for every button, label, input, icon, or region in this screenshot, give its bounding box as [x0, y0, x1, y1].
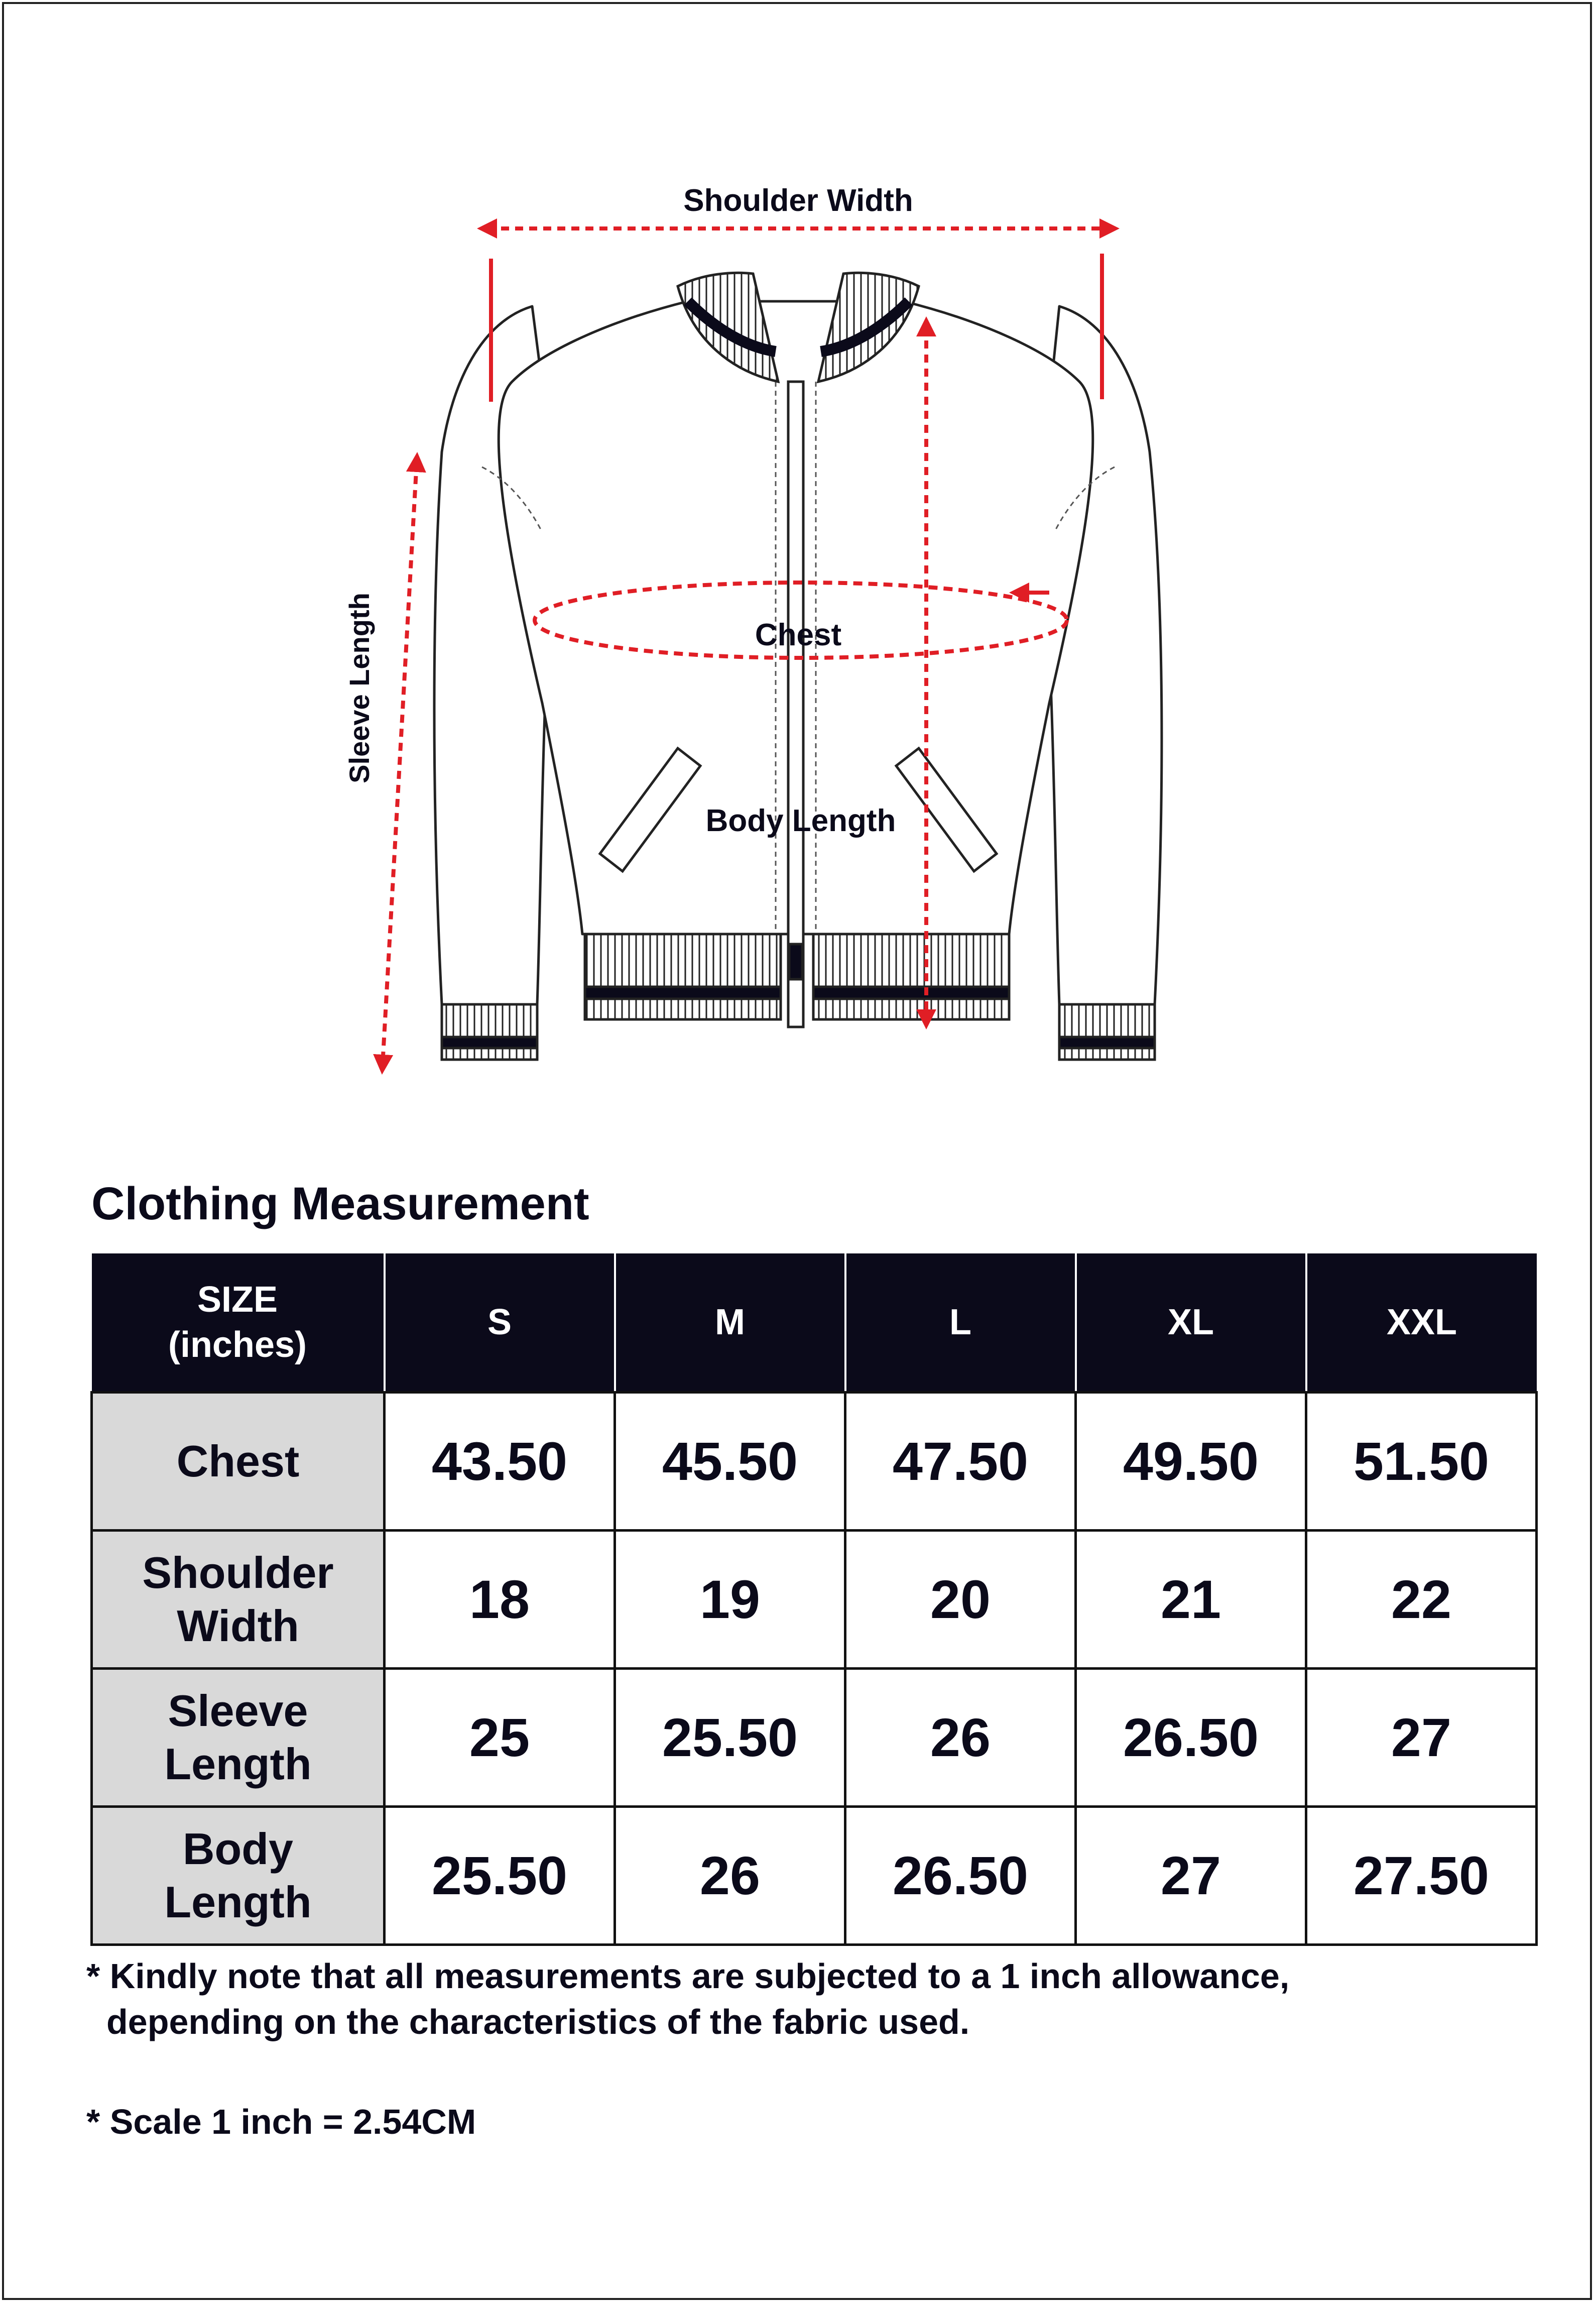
- table-cell: 51.50: [1306, 1392, 1537, 1530]
- row-label-text: Sleeve Length: [164, 1685, 312, 1789]
- table-cell: 49.50: [1076, 1392, 1306, 1530]
- table-cell: 47.50: [845, 1392, 1076, 1530]
- jacket-diagram: [0, 0, 1596, 1105]
- row-label: [92, 1668, 385, 1806]
- table-cell: 43.50: [385, 1392, 615, 1530]
- table-row: [92, 1530, 1537, 1668]
- table-cell: 21: [1076, 1530, 1306, 1668]
- table-row: [92, 1392, 1537, 1530]
- allowance-note: [86, 1953, 1289, 2045]
- sleeve-length-label: Sleeve Length: [343, 593, 375, 783]
- size-column-header: XL: [1076, 1253, 1306, 1392]
- table-cell: 25.50: [385, 1806, 615, 1944]
- table-row: [92, 1668, 1537, 1806]
- zipper: [788, 382, 803, 1027]
- row-label-text: Chest: [176, 1436, 300, 1486]
- size-column-header: S: [385, 1253, 615, 1392]
- size-column-header: XXL: [1306, 1253, 1537, 1392]
- table-cell: 26: [615, 1806, 845, 1944]
- size-header-cell: [92, 1253, 385, 1392]
- row-label-text: Shoulder Width: [142, 1547, 334, 1651]
- table-cell: 27: [1076, 1806, 1306, 1944]
- table-cell: 18: [385, 1530, 615, 1668]
- table-header-row: [92, 1253, 1537, 1392]
- allowance-note-line1: * Kindly note that all measurements are subjected to a 1 inch allowance,: [86, 1956, 1290, 1996]
- table-cell: 25.50: [615, 1668, 845, 1806]
- table-cell: 26.50: [845, 1806, 1076, 1944]
- size-header-line1: SIZE: [197, 1279, 278, 1320]
- body-length-label: Body Length: [705, 803, 896, 838]
- row-label: [92, 1530, 385, 1668]
- size-column-header: L: [845, 1253, 1076, 1392]
- table-cell: 27: [1306, 1668, 1537, 1806]
- table-cell: 19: [615, 1530, 845, 1668]
- table-cell: 22: [1306, 1530, 1537, 1668]
- table-cell: 25: [385, 1668, 615, 1806]
- table-cell: 27.50: [1306, 1806, 1537, 1944]
- scale-note: * Scale 1 inch = 2.54CM: [86, 2102, 476, 2141]
- size-chart-table: [90, 1253, 1538, 1946]
- table-cell: 26.50: [1076, 1668, 1306, 1806]
- chest-label: Chest: [755, 618, 842, 652]
- measurement-heading: Clothing Measurement: [91, 1178, 589, 1229]
- table-cell: 26: [845, 1668, 1076, 1806]
- allowance-note-line2: depending on the characteristics of the fabric used.: [106, 2002, 970, 2041]
- table-cell: 45.50: [615, 1392, 845, 1530]
- row-label: [92, 1392, 385, 1530]
- table-cell: 20: [845, 1530, 1076, 1668]
- size-header-line2: (inches): [168, 1324, 307, 1365]
- table-row: [92, 1806, 1537, 1944]
- size-column-header: M: [615, 1253, 845, 1392]
- shoulder-width-label: Shoulder Width: [683, 183, 913, 218]
- row-label: [92, 1806, 385, 1944]
- row-label-text: Body Length: [164, 1823, 312, 1927]
